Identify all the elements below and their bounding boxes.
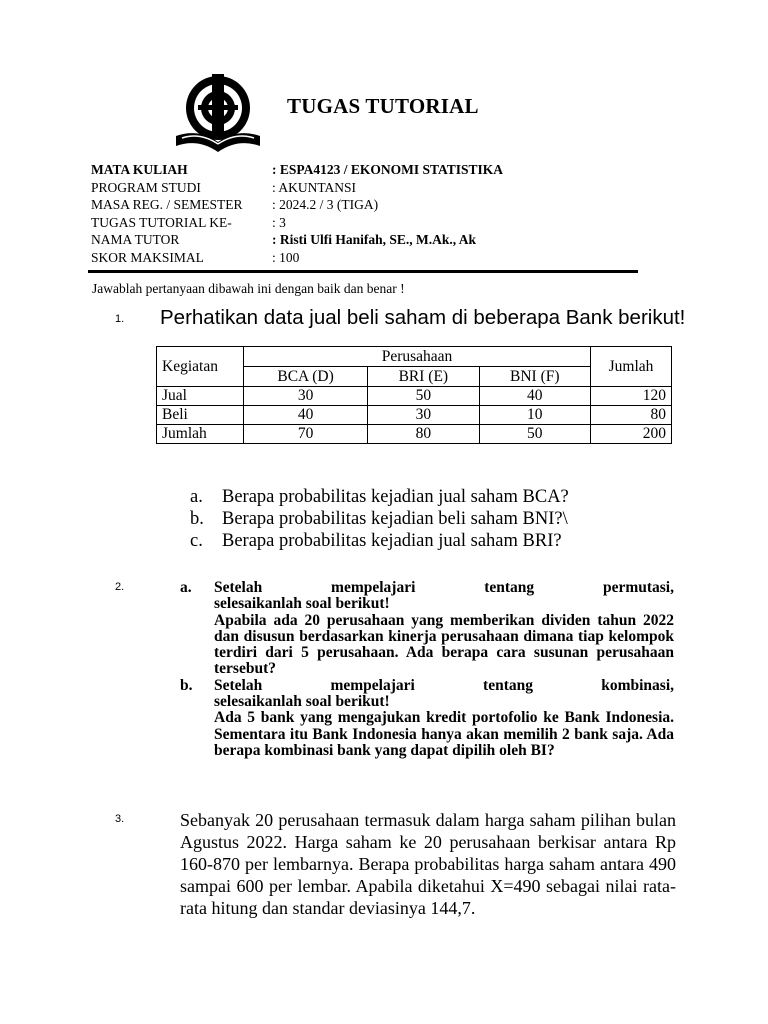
item-text: Berapa probabilitas kejadian jual saham BCA? <box>222 487 569 507</box>
sub-questions <box>190 486 569 552</box>
info-label: NAMA TUTOR <box>91 232 180 248</box>
table-cell: 200 <box>591 425 672 444</box>
info-label: MATA KULIAH <box>91 162 188 177</box>
course-info <box>91 161 503 267</box>
university-logo <box>168 72 268 156</box>
info-label: TUGAS TUTORIAL KE- <box>91 214 232 230</box>
question-number: 3. <box>115 813 125 825</box>
item-text: Ada 5 bank yang mengajukan kredit portofolio ke Bank Indonesia. Sementara itu Bank Indonesia hanya akan memilih 2 bank saja. Ada berapa kombinasi bank yang dapat dipilih oleh BI? <box>214 709 674 759</box>
table-cell: 30 <box>368 406 479 425</box>
item-intro: selesaikanlah soal berikut! <box>214 595 390 613</box>
info-label: PROGRAM STUDI <box>91 179 201 195</box>
list-item <box>190 530 569 552</box>
info-value: : 100 <box>272 249 300 265</box>
item-intro: Setelah mempelajari tentang permutasi, <box>214 579 674 596</box>
table-cell: 40 <box>479 387 590 406</box>
info-row <box>91 179 503 197</box>
info-value: : ESPA4123 / EKONOMI STATISTIKA <box>272 162 504 177</box>
page-title: TUGAS TUTORIAL <box>287 94 479 118</box>
table-header: Perusahaan <box>244 347 591 367</box>
table-cell: Jual <box>157 387 244 406</box>
item-letter: b. <box>180 676 193 694</box>
table-header: Kegiatan <box>157 347 244 387</box>
table-row <box>157 387 672 406</box>
table-header: BCA (D) <box>244 367 368 387</box>
table-cell: 80 <box>591 406 672 425</box>
table-cell: 40 <box>244 406 368 425</box>
table-cell: 10 <box>479 406 590 425</box>
instruction-text: Jawablah pertanyaan dibawah ini dengan baik dan benar ! <box>92 281 405 296</box>
info-row <box>91 161 503 179</box>
stock-table <box>156 346 672 444</box>
list-item <box>190 508 569 530</box>
table-row <box>157 406 672 425</box>
question-number: 1. <box>115 313 125 325</box>
info-value: : AKUNTANSI <box>272 179 357 195</box>
table-cell: 80 <box>368 425 479 444</box>
item-text: Berapa probabilitas kejadian jual saham BRI? <box>222 531 562 551</box>
info-row <box>91 214 503 232</box>
table-header: BRI (E) <box>368 367 479 387</box>
info-value: : Risti Ulfi Hanifah, SE., M.Ak., Ak <box>272 232 477 248</box>
item-letter: b. <box>190 509 204 529</box>
divider <box>88 270 638 273</box>
question-number: 2. <box>115 581 125 593</box>
item-text: Apabila ada 20 perusahaan yang memberikan dividen tahun 2022 dan disusun berdasarkan kinerja perusahaan dimana tiap kelompok terdiri dari 5 perusahaan. Ada berapa cara susunan perusahaan tersebut? <box>214 611 674 678</box>
table-header: BNI (F) <box>479 367 590 387</box>
table-cell: 50 <box>368 387 479 406</box>
info-row <box>91 196 503 214</box>
question-title: Perhatikan data jual beli saham di beberapa Bank berikut! <box>160 306 686 329</box>
item-intro: Setelah mempelajari tentang kombinasi, <box>214 676 674 694</box>
table-cell: 50 <box>479 425 590 444</box>
question-2 <box>180 580 674 759</box>
table-cell: Beli <box>157 406 244 425</box>
info-row <box>91 231 503 249</box>
list-item <box>180 678 674 759</box>
table-cell: Jumlah <box>157 425 244 444</box>
item-letter: c. <box>190 531 203 551</box>
table-cell: 120 <box>591 387 672 406</box>
list-item <box>180 580 674 678</box>
info-value: : 3 <box>272 214 286 230</box>
table-row <box>157 425 672 444</box>
item-letter: a. <box>190 487 203 507</box>
info-value: : 2024.2 / 3 (TIGA) <box>272 197 379 213</box>
table-header: Jumlah <box>591 347 672 387</box>
info-label: MASA REG. / SEMESTER <box>91 197 243 213</box>
table-cell: 30 <box>244 387 368 406</box>
table-cell: 70 <box>244 425 368 444</box>
item-intro: selesaikanlah soal berikut! <box>214 693 390 711</box>
info-row <box>91 249 503 267</box>
item-letter: a. <box>180 579 192 596</box>
item-text: Berapa probabilitas kejadian beli saham BNI?\ <box>222 509 568 529</box>
list-item <box>190 486 569 508</box>
info-label: SKOR MAKSIMAL <box>91 249 204 265</box>
question-text: Sebanyak 20 perusahaan termasuk dalam harga saham pilihan bulan Agustus 2022. Harga saham ke 20 perusahaan berkisar antara Rp 160-870 per lembarnya. Berapa probabilitas harga saham antara 490 sampai 600 per lembar. Apabila diketahui X=490 sebagai nilai rata-rata hitung dan standar deviasinya 144,7. <box>180 810 676 918</box>
